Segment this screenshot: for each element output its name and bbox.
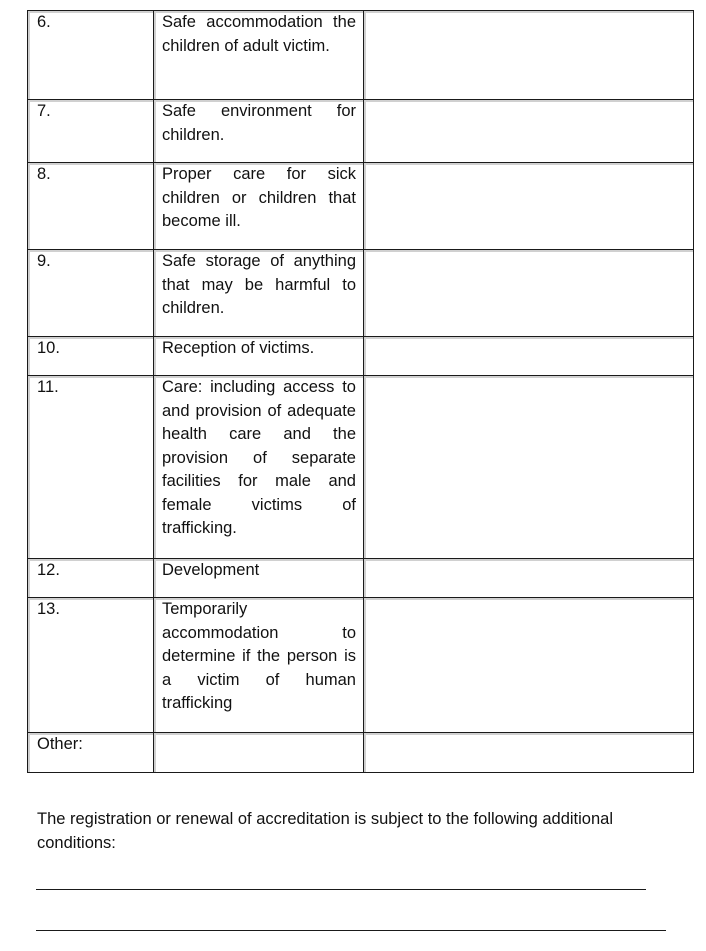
row-number-text: 11.	[37, 378, 59, 396]
row-number-text: 12.	[37, 561, 60, 579]
table-row	[28, 250, 694, 337]
row-number	[28, 337, 154, 376]
row-response-cell[interactable]	[364, 163, 694, 250]
row-description	[154, 163, 364, 250]
row-number-text: Other:	[37, 735, 83, 753]
table-row	[28, 163, 694, 250]
row-number	[28, 11, 154, 100]
row-description-text: Development	[162, 561, 260, 579]
row-description	[154, 337, 364, 376]
additional-conditions-text: The registration or renewal of accreditation is subject to the following additional conditions:	[37, 810, 613, 852]
row-number	[28, 733, 154, 773]
row-number-text: 9.	[37, 252, 51, 270]
signature-line[interactable]	[36, 889, 646, 890]
table-row	[28, 11, 694, 100]
table-row	[28, 559, 694, 598]
row-number-text: 10.	[37, 339, 60, 357]
row-description	[154, 376, 364, 559]
table-row	[28, 376, 694, 559]
row-description	[154, 733, 364, 773]
row-description-text: Temporarily accommodation to determine if the person is a victim of human trafficking	[162, 600, 356, 712]
row-number-text: 8.	[37, 165, 51, 183]
row-description-text: Reception of victims.	[162, 339, 315, 357]
row-number-text: 7.	[37, 102, 51, 120]
row-number	[28, 250, 154, 337]
signature-line[interactable]	[36, 930, 666, 931]
row-description	[154, 559, 364, 598]
row-description	[154, 11, 364, 100]
row-response-cell[interactable]	[364, 598, 694, 733]
criteria-table	[27, 10, 694, 773]
row-response-cell[interactable]	[364, 100, 694, 163]
row-response-cell[interactable]	[364, 376, 694, 559]
criteria-table-container	[27, 10, 693, 772]
row-response-cell[interactable]	[364, 250, 694, 337]
table-row	[28, 100, 694, 163]
row-number	[28, 376, 154, 559]
row-description-text: Safe accommodation the children of adult victim.	[162, 13, 356, 55]
row-description-text: Proper care for sick children or children that become ill.	[162, 165, 356, 230]
row-number-text: 13.	[37, 600, 60, 618]
row-number	[28, 598, 154, 733]
row-description	[154, 598, 364, 733]
row-description-text: Care: including access to and provision of adequate health care and the provision of separate facilities for male and female victims of trafficking.	[162, 378, 356, 537]
table-row	[28, 598, 694, 733]
row-number	[28, 163, 154, 250]
row-response-cell[interactable]	[364, 559, 694, 598]
table-row	[28, 337, 694, 376]
row-description	[154, 100, 364, 163]
table-row	[28, 733, 694, 773]
row-number	[28, 559, 154, 598]
row-response-cell[interactable]	[364, 733, 694, 773]
row-description	[154, 250, 364, 337]
row-response-cell[interactable]	[364, 337, 694, 376]
row-response-cell[interactable]	[364, 11, 694, 100]
row-description-text: Safe storage of anything that may be harmful to children.	[162, 252, 356, 317]
row-number-text: 6.	[37, 13, 51, 31]
row-number	[28, 100, 154, 163]
row-description-text: Safe environment for children.	[162, 102, 356, 144]
